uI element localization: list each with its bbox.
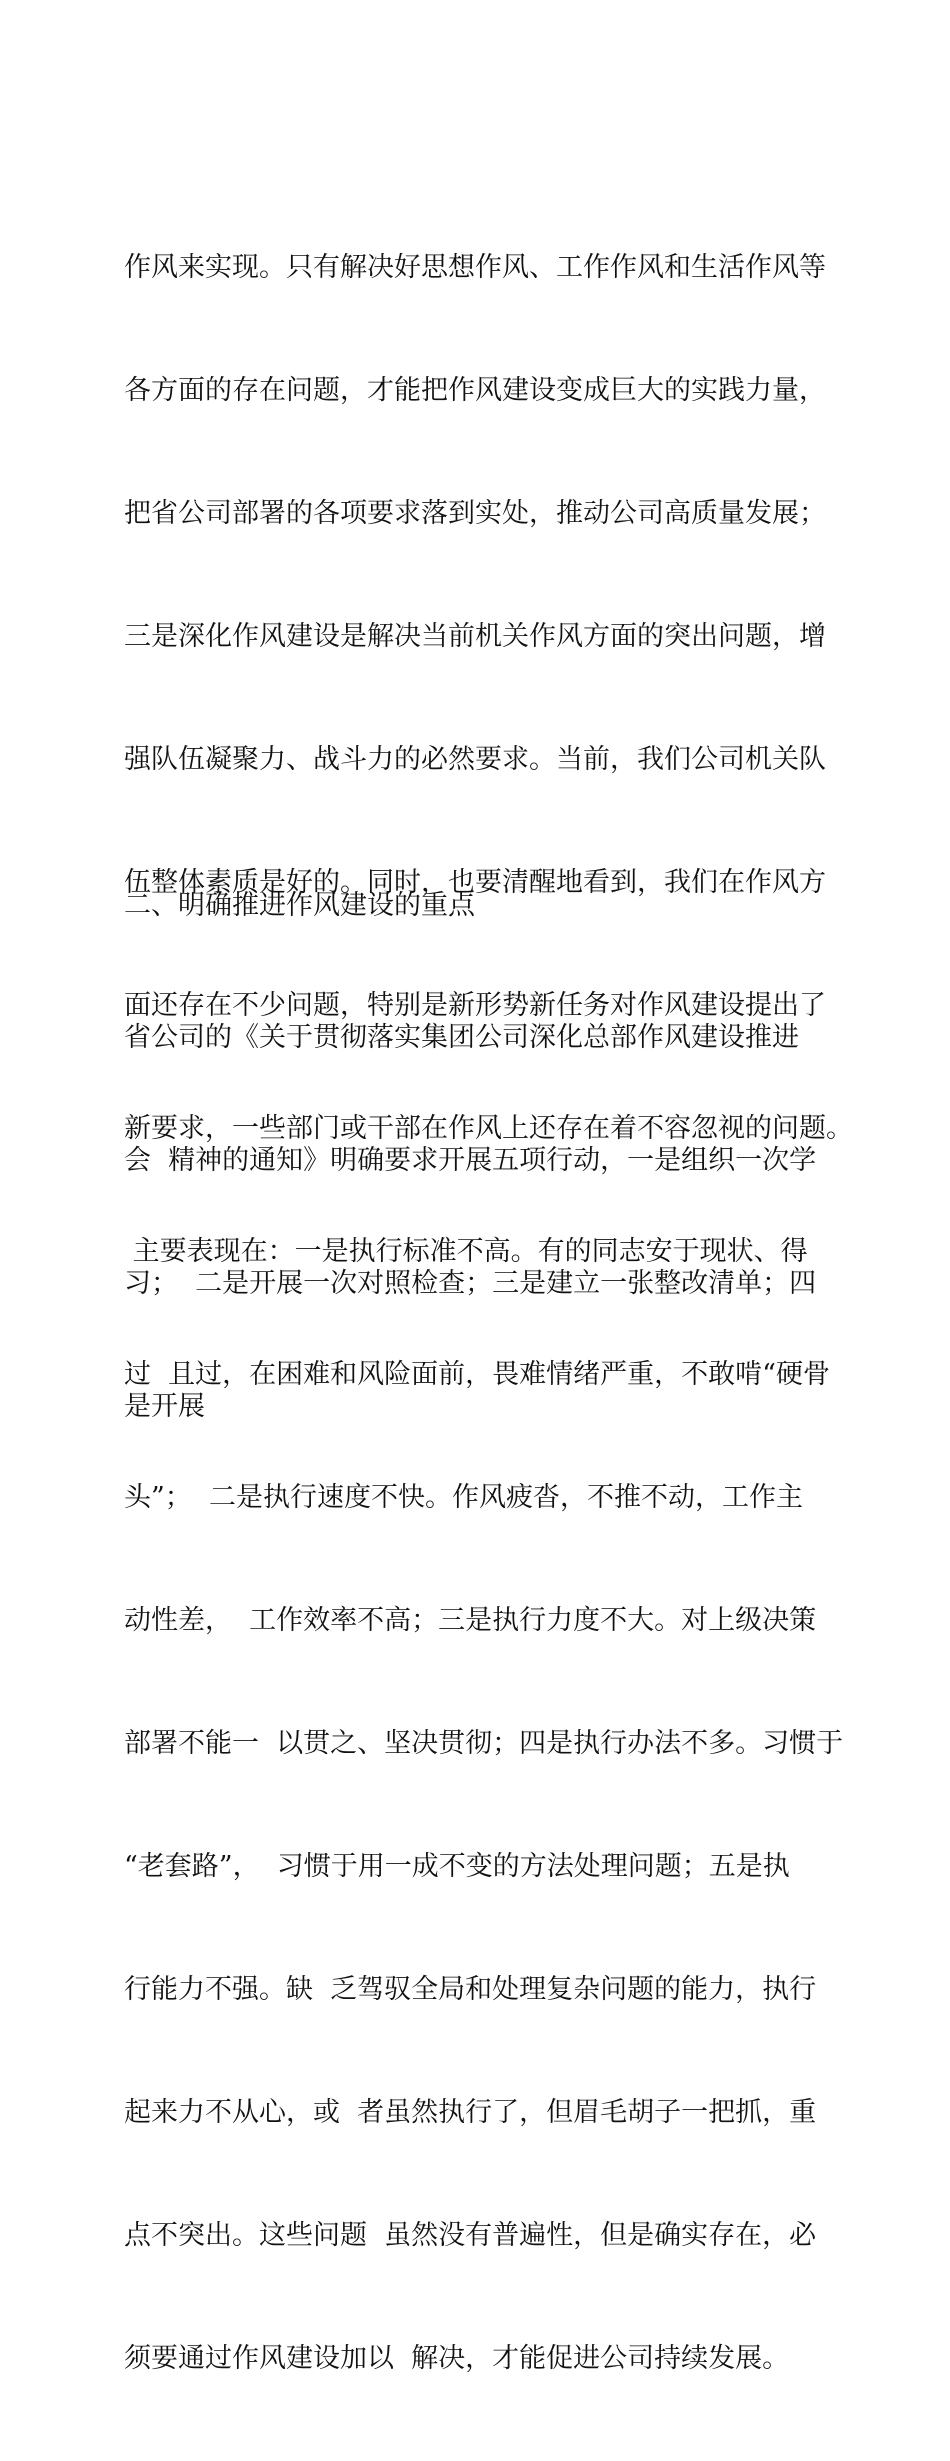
text-line: 过 且过，在困难和风险面前，畏难情绪严重，不敢啃“硬骨 bbox=[124, 1359, 830, 1390]
text-line: 作风来实现。只有解决好思想作风、工作作风和生活作风等 bbox=[124, 252, 826, 283]
text-line: 习； 二是开展一次对照检查；三是建立一张整改清单；四 bbox=[124, 1268, 817, 1299]
text-line: 伍整体素质是好的。同时，也要清醒地看到，我们在作风方 bbox=[124, 867, 826, 898]
text-line: 头”； 二是执行速度不快。作风疲沓，不推不动，工作主 bbox=[124, 1482, 803, 1513]
text-line: 把省公司部署的各项要求落到实处，推动公司高质量发展； bbox=[124, 498, 826, 529]
text-line: 新要求，一些部门或干部在作风上还存在着不容忽视的问题。 bbox=[124, 1113, 853, 1144]
text-line: 会 精神的通知》明确要求开展五项行动，一是组织一次学 bbox=[124, 1145, 817, 1176]
text-line: 各方面的存在问题，才能把作风建设变成巨大的实践力量， bbox=[124, 375, 826, 406]
text-line: 部署不能一 以贯之、坚决贯彻；四是执行办法不多。习惯于 bbox=[124, 1728, 844, 1759]
text-line: 省公司的《关于贯彻落实集团公司深化总部作风建设推进 bbox=[124, 1022, 799, 1053]
text-line: 起来力不从心，或 者虽然执行了，但眉毛胡子一把抓，重 bbox=[124, 2097, 817, 2128]
section-heading: 二、明确推进作风建设的重点 bbox=[124, 890, 475, 921]
text-line: 点不突出。这些问题 虽然没有普遍性，但是确实存在，必 bbox=[124, 2220, 817, 2251]
text-line: 三是深化作风建设是解决当前机关作风方面的突出问题，增 bbox=[124, 621, 826, 652]
text-line: 动性差， 工作效率不高；三是执行力度不大。对上级决策 bbox=[124, 1605, 817, 1636]
text-line: 强队伍凝聚力、战斗力的必然要求。当前，我们公司机关队 bbox=[124, 744, 826, 775]
paragraph-2 bbox=[124, 935, 853, 1509]
text-line: 是开展 bbox=[124, 1391, 205, 1422]
text-line: 须要通过作风建设加以 解决，才能促进公司持续发展。 bbox=[124, 2343, 790, 2374]
text-line: “老套路”， 习惯于用一成不变的方法处理问题；五是执 bbox=[124, 1851, 790, 1882]
text-line: 面还存在不少问题，特别是新形势新任务对作风建设提出了 bbox=[124, 990, 826, 1021]
text-line: 行能力不强。缺 乏驾驭全局和处理复杂问题的能力，执行 bbox=[124, 1974, 817, 2005]
text-line: 主要表现在：一是执行标准不高。有的同志安于现状、得 bbox=[124, 1236, 808, 1267]
